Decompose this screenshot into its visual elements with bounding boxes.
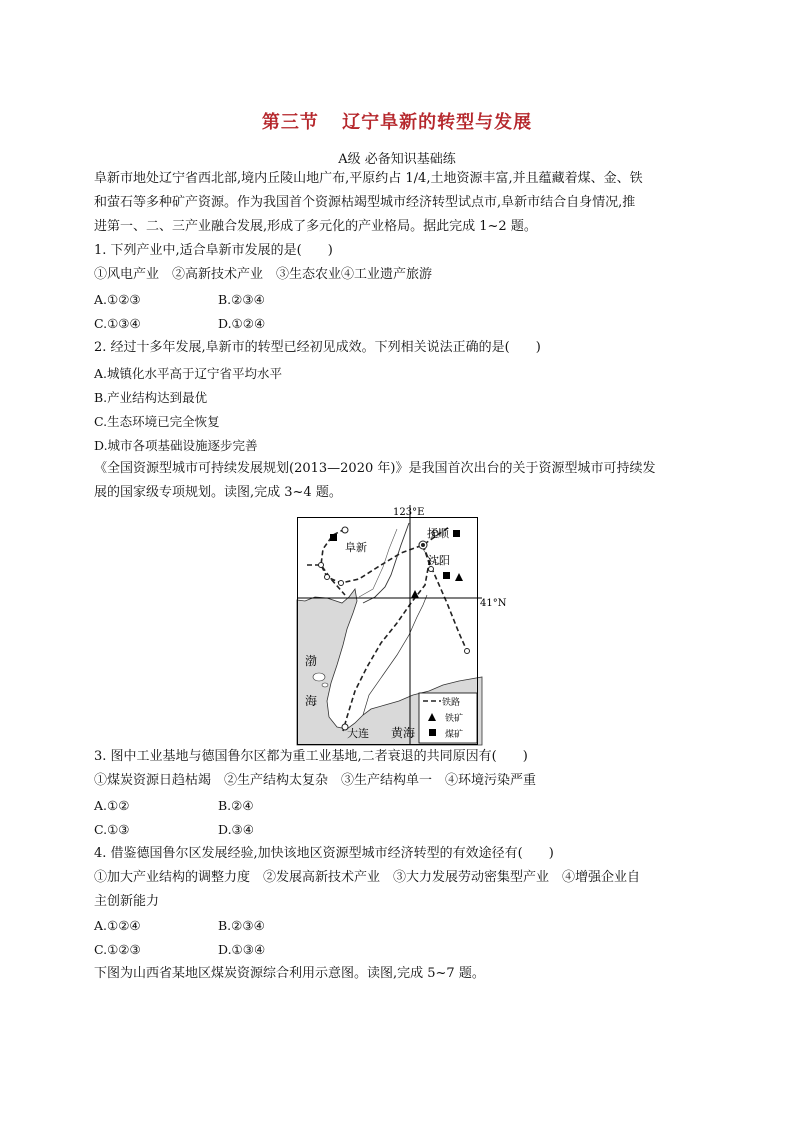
coal-mine-marker [453, 530, 460, 537]
q2-option-d[interactable]: D.城市各项基础设施逐步完善 [94, 438, 258, 453]
legend-coal: 煤矿 [445, 730, 464, 740]
q4-option-d[interactable]: D.①③④ [218, 942, 266, 957]
intro-line: 阜新市地处辽宁省西北部,境内丘陵山地广布,平原约占 1/4,土地资源丰富,并且蕴藏着煤、金、铁 [94, 171, 643, 186]
q3-option-d[interactable]: D.③④ [218, 822, 254, 837]
q1-option-c[interactable]: C.①③④ [94, 316, 141, 331]
question-2-stem: 2. 经过十多年发展,阜新市的转型已经初见成效。下列相关说法正确的是( ) [94, 340, 541, 355]
intro-line: 和萤石等多种矿产资源。作为我国首个资源枯竭型城市经济转型试点市,阜新市结合自身情况,推 [94, 195, 636, 210]
intro2-line: 展的国家级专项规划。读图,完成 3~4 题。 [94, 485, 342, 500]
q3-option-b[interactable]: B.②④ [218, 798, 254, 813]
bohai-label: 渤 [305, 654, 318, 668]
q2-option-b[interactable]: B.产业结构达到最优 [94, 390, 208, 405]
q1-option-a[interactable]: A.①②③ [94, 292, 141, 307]
intro3-line: 下图为山西省某地区煤炭资源综合利用示意图。读图,完成 5~7 题。 [94, 966, 485, 981]
question-1-stem: 1. 下列产业中,适合阜新市发展的是( ) [94, 243, 333, 258]
q3-option-c[interactable]: C.①③ [94, 822, 130, 837]
coal-mine-marker [443, 572, 450, 579]
question-3-stem: 3. 图中工业基地与德国鲁尔区都为重工业基地,二者衰退的共同原因有( ) [94, 749, 528, 764]
question-1-items: ①风电产业 ②高新技术产业 ③生态农业④工业遗产旅游 [94, 267, 433, 282]
section-number: 第三节 [261, 112, 319, 133]
q3-option-a[interactable]: A.①② [94, 798, 130, 813]
river [359, 529, 397, 597]
q1-option-d[interactable]: D.①②④ [218, 316, 266, 331]
shenyang-label: 沈阳 [428, 554, 450, 567]
coal-mine-marker [330, 534, 337, 541]
question-4-stem: 4. 借鉴德国鲁尔区发展经验,加快该地区资源型城市经济转型的有效途径有( ) [94, 846, 554, 861]
dalian-label: 大连 [347, 727, 369, 740]
bohai-label: 海 [305, 694, 318, 708]
q2-option-a[interactable]: A.城镇化水平高于辽宁省平均水平 [94, 366, 283, 381]
question-3-items: ①煤炭资源日趋枯竭 ②生产结构太复杂 ③生产结构单一 ④环境污染严重 [94, 773, 537, 788]
q4-option-a[interactable]: A.①②④ [94, 918, 141, 933]
iron-mine-marker [455, 573, 463, 581]
intro2-line: 《全国资源型城市可持续发展规划(2013—2020 年)》是我国首次出台的关于资源型城市可持续发 [94, 461, 656, 476]
railway-line [307, 565, 345, 595]
page-title [0, 108, 794, 134]
legend-railway: 铁路 [442, 698, 461, 708]
section-title: 辽宁阜新的转型与发展 [342, 112, 533, 133]
map-legend [419, 693, 477, 743]
q4-option-b[interactable]: B.②③④ [218, 918, 265, 933]
q1-option-b[interactable]: B.②③④ [218, 292, 265, 307]
fuxin-label: 阜新 [345, 541, 367, 554]
question-4-items: 主创新能力 [94, 894, 160, 909]
liaoning-map [297, 505, 507, 745]
fushun-label: 抚顺 [427, 527, 449, 540]
huanghai-label: 黄海 [391, 726, 416, 740]
intro-line: 进第一、二、三产业融合发展,形成了多元化的产业格局。据此完成 1~2 题。 [94, 219, 537, 234]
latitude-label: 41°N [480, 598, 507, 609]
q4-option-c[interactable]: C.①②③ [94, 942, 141, 957]
question-4-items: ①加大产业结构的调整力度 ②发展高新技术产业 ③大力发展劳动密集型产业 ④增强企业自 [94, 870, 641, 885]
level-heading: A级 必备知识基础练 [338, 152, 456, 167]
fuxin-city [342, 527, 348, 533]
longitude-label: 123°E [393, 507, 425, 518]
legend-iron: 铁矿 [445, 714, 464, 724]
q2-option-c[interactable]: C.生态环境已完全恢复 [94, 414, 220, 429]
